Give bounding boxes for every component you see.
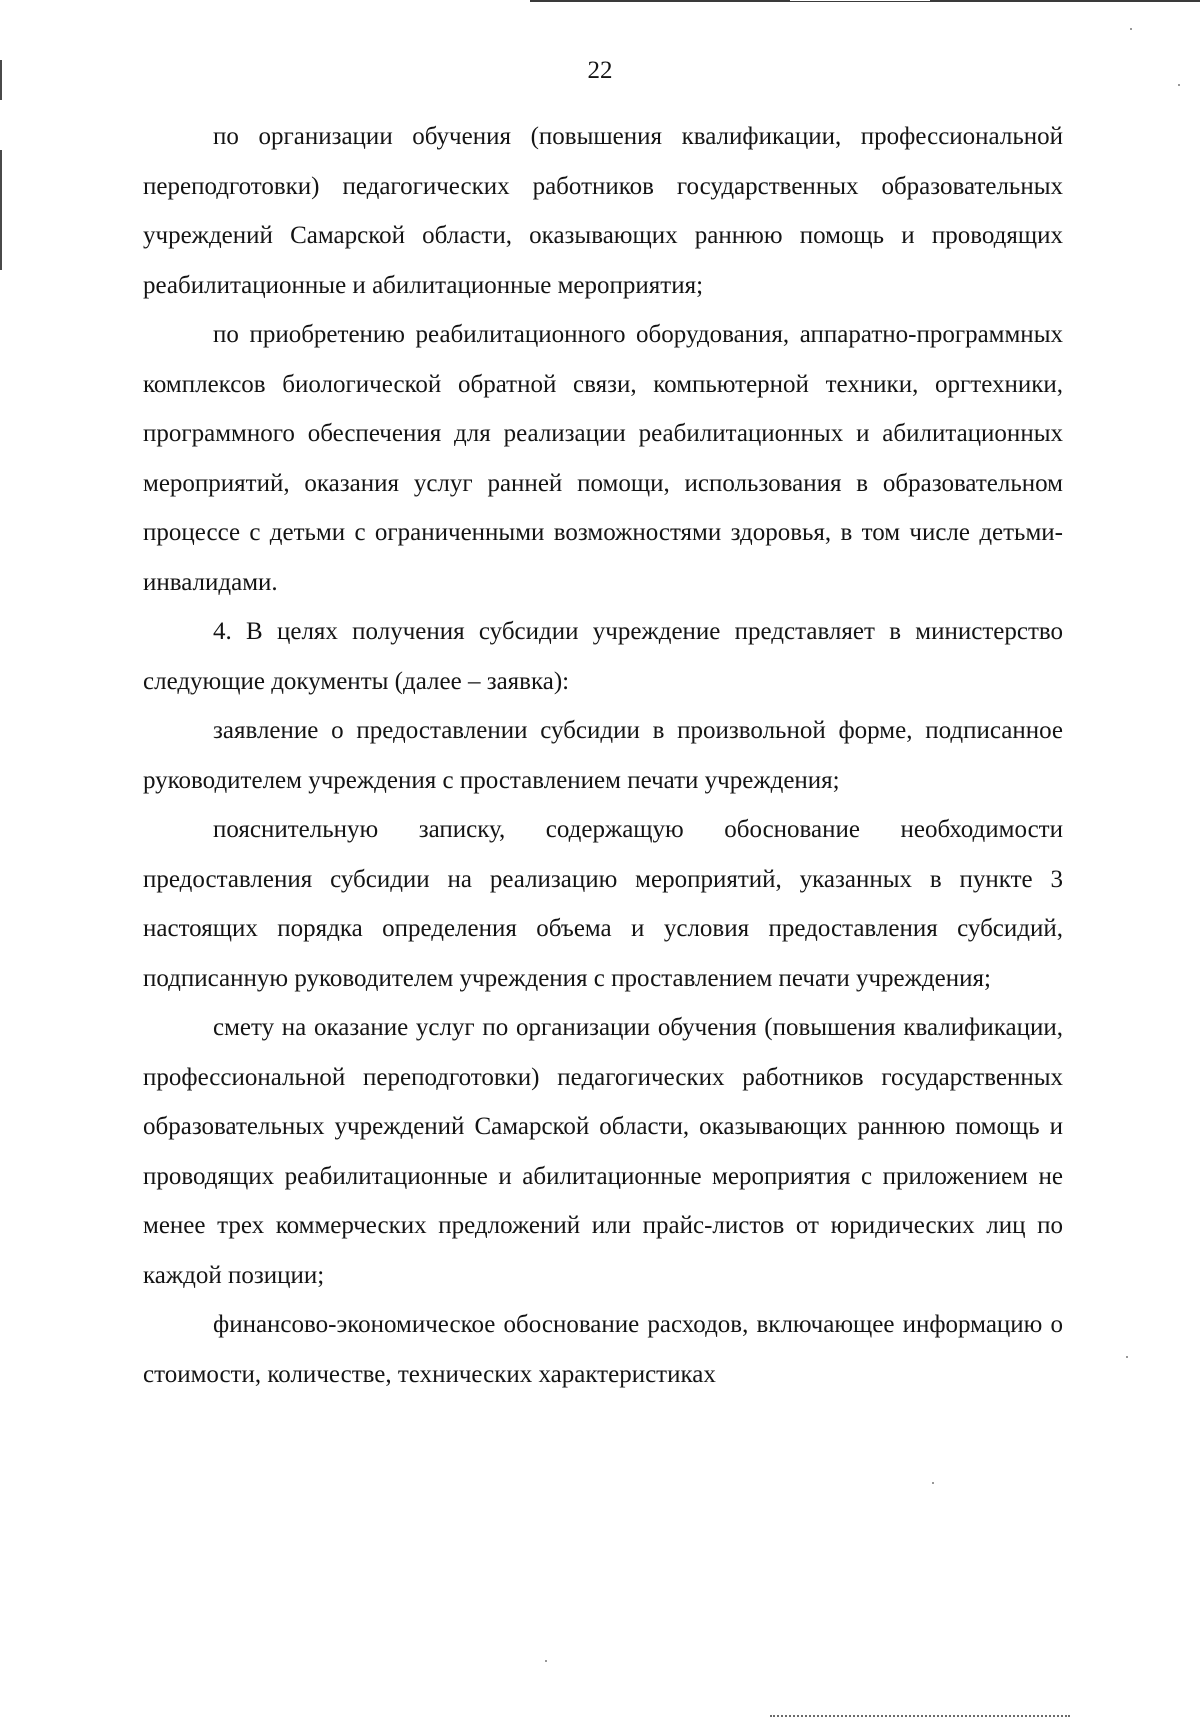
scan-speck xyxy=(1126,1356,1128,1358)
page-number: 22 xyxy=(587,57,613,84)
paragraph: 4. В целях получения субсидии учреждение представляет в министерство следующие документы (далее – заявка): xyxy=(143,618,1063,695)
scan-edge-bottom xyxy=(770,1715,1070,1717)
scan-speck xyxy=(932,1482,934,1484)
scan-edge-left xyxy=(0,150,2,270)
scan-speck xyxy=(1130,28,1132,30)
paragraph: заявление о предоставлении субсидии в произвольной форме, подписанное руководителем учреждения с проставлением печати учреждения; xyxy=(143,717,1063,794)
paragraph: по организации обучения (повышения квалификации, профессиональной переподготовки) педагогических работников государственных образовательных учреждений Самарской области, оказывающих раннюю помощь и проводящих реабилитационные и абилитационные мероприятия; xyxy=(143,123,1063,299)
paragraph: пояснительную записку, содержащую обоснование необходимости предоставления субсидии на реализацию мероприятий, указанных в пункте 3 настоящих порядка определения объема и условия предоставления субсидий, подписанную руководителем учреждения с проставлением печати учреждения; xyxy=(143,816,1063,992)
paragraph: по приобретению реабилитационного оборудования, аппаратно-программных комплексов биологической обратной связи, компьютерной техники, оргтехники, программного обеспечения для реализации реабилитационных и абилитационных мероприятий, оказания услуг ранней помощи, использования в образовательном процессе с детьми с ограниченными возможностями здоровья, в том числе детьми-инвалидами. xyxy=(143,321,1063,596)
paragraph: смету на оказание услуг по организации обучения (повышения квалификации, профессиональной переподготовки) педагогических работников государственных образовательных учреждений Самарской области, оказывающих раннюю помощь и проводящих реабилитационные и абилитационные мероприятия с приложением не менее трех коммерческих предложений или прайс-листов от юридических лиц по каждой позиции; xyxy=(143,1014,1063,1289)
paragraph: финансово-экономическое обоснование расходов, включающее информацию о стоимости, количестве, технических характеристиках xyxy=(143,1311,1063,1388)
body-text xyxy=(143,112,1063,1399)
scan-speck xyxy=(545,1660,547,1662)
scan-edge-gap xyxy=(790,0,930,1)
